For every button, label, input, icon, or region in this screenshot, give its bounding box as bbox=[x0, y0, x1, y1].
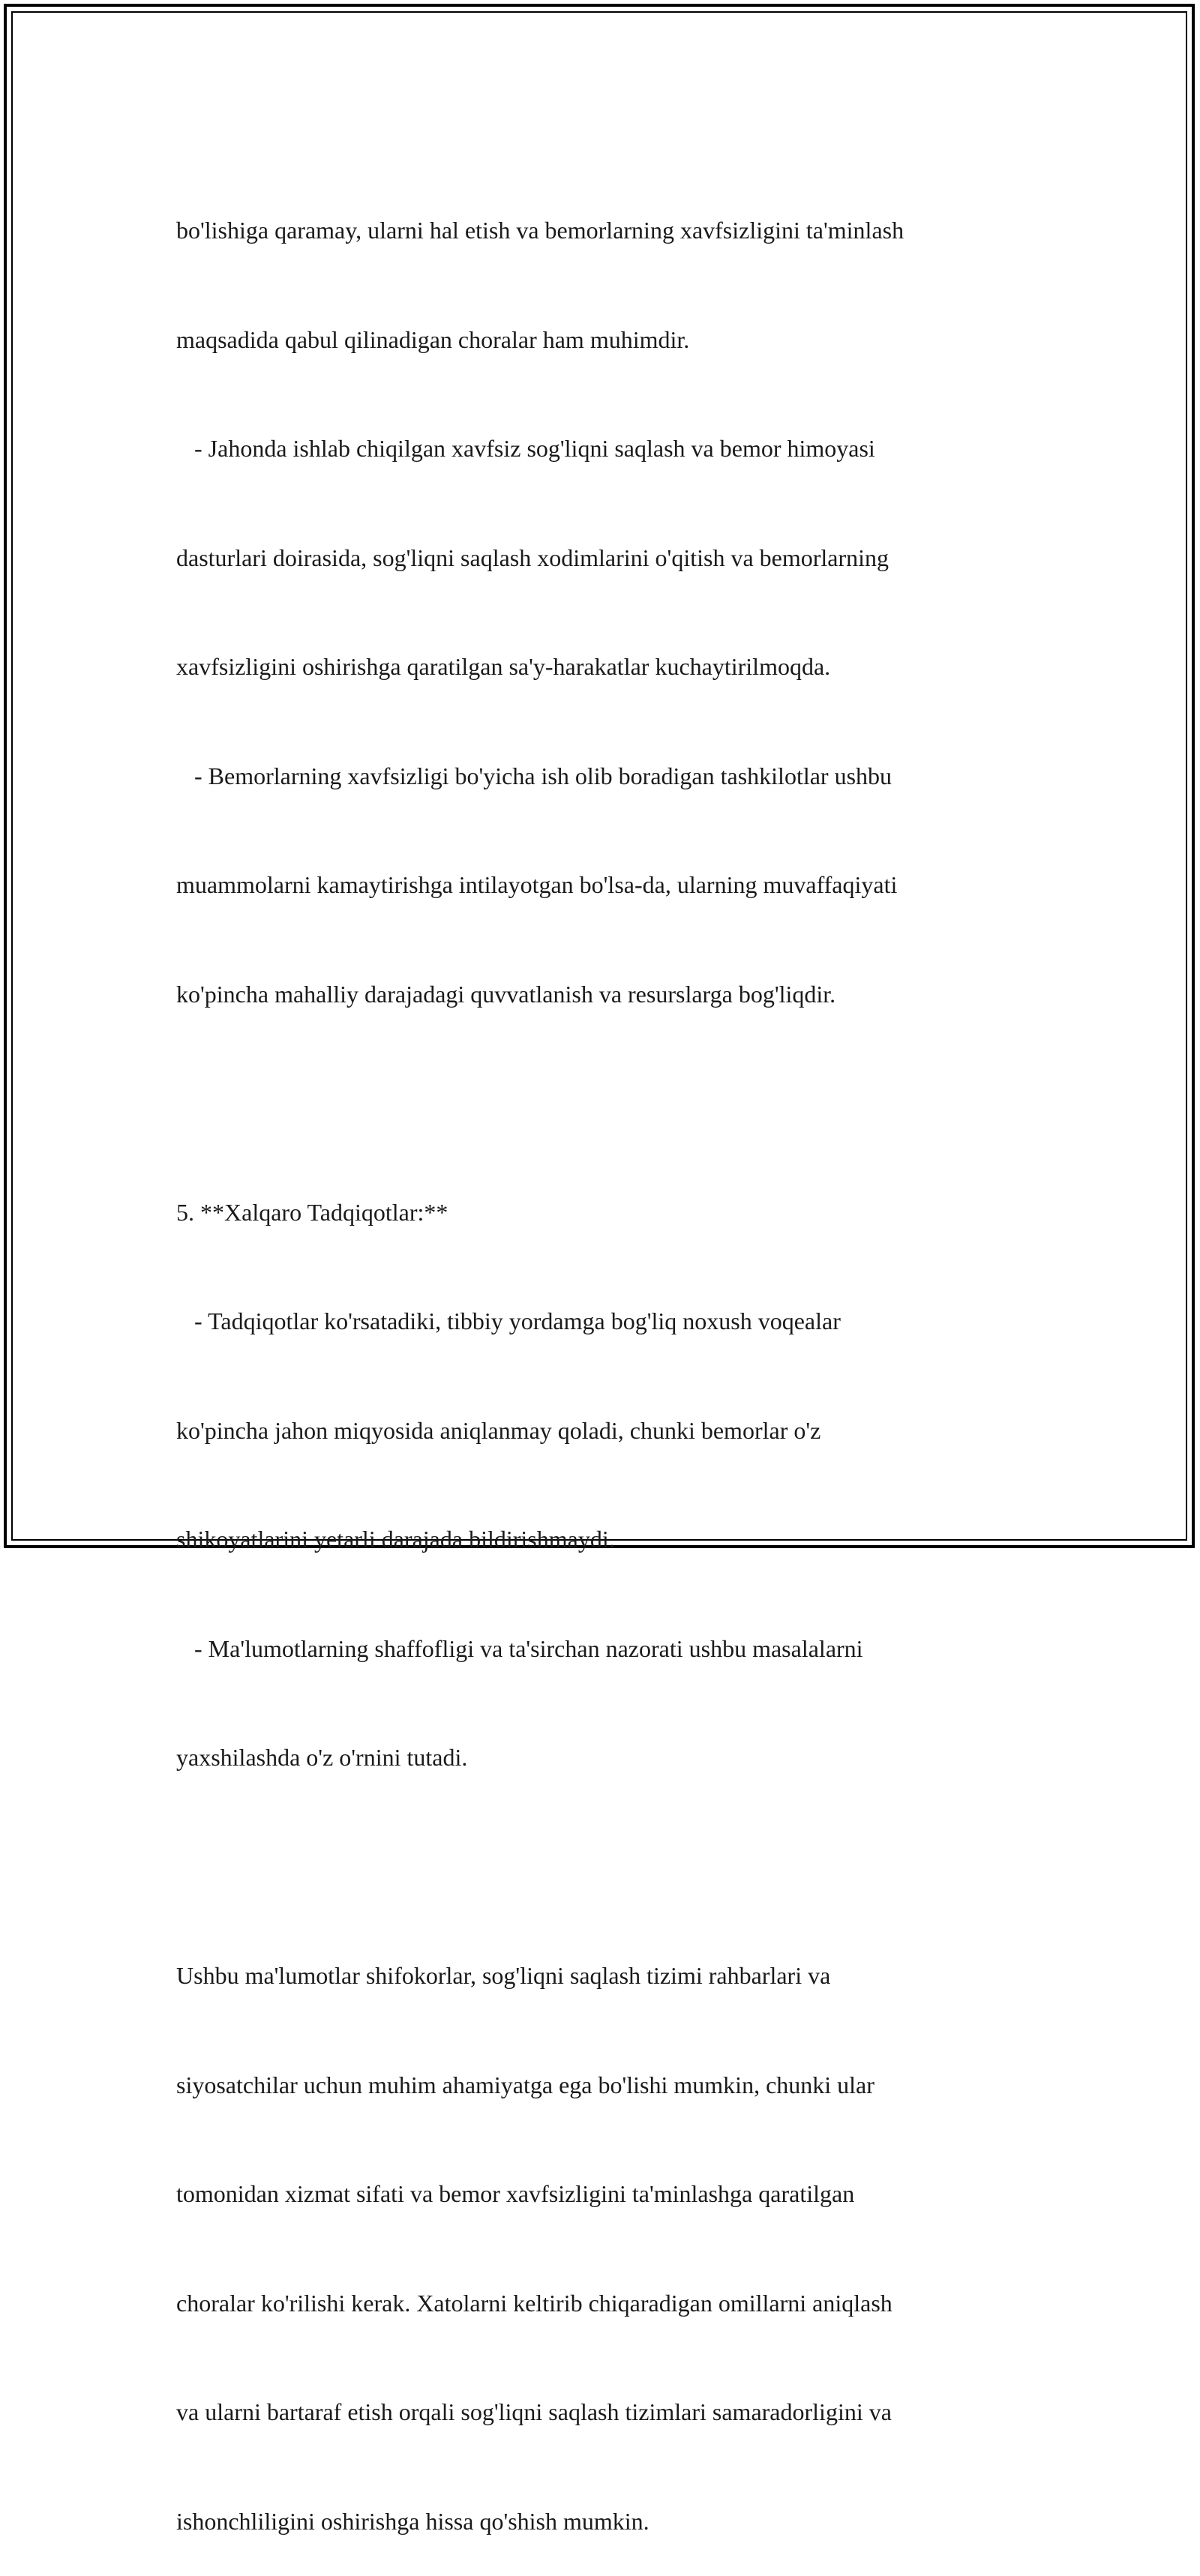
text-line: yaxshilashda o'z o'rnini tutadi. bbox=[176, 1744, 468, 1771]
text-line: tomonidan xizmat sifati va bemor xavfsizligini ta'minlashga qaratilgan bbox=[176, 2180, 855, 2207]
text-line: ishonchliligini oshirishga hissa qo'shish mumkin. bbox=[176, 2507, 650, 2535]
text-line: va ularni bartaraf etish orqali sog'liqni saqlash tizimlari samaradorligini va bbox=[176, 2398, 892, 2425]
text-line: - Tadqiqotlar ko'rsatadiki, tibbiy yordamga bog'liq noxush voqealar bbox=[176, 1307, 841, 1334]
text-line: dasturlari doirasida, sog'liqni saqlash xodimlarini o'qitish va bemorlarning bbox=[176, 544, 890, 571]
section-heading: 5. **Xalqaro Tadqiqotlar:** bbox=[176, 1198, 448, 1226]
text-line: - Bemorlarning xavfsizligi bo'yicha ish olib boradigan tashkilotlar ushbu bbox=[176, 762, 892, 789]
text-line: muammolarni kamaytirishga intilayotgan bo'lsa-da, ularning muvaffaqiyati bbox=[176, 871, 898, 898]
text-line: ko'pincha mahalliy darajadagi quvvatlanish va resurslarga bog'liqdir. bbox=[176, 980, 836, 1008]
document-body bbox=[176, 139, 1039, 2576]
text-line: - Ma'lumotlarning shaffofligi va ta'sirchan nazorati ushbu masalalarni bbox=[176, 1634, 863, 1662]
text-line: - Jahonda ishlab chiqilgan xavfsiz sog'liqni saqlash va bemor himoyasi bbox=[176, 435, 875, 462]
blank-line bbox=[176, 1849, 1039, 1886]
text-line: choralar ko'rilishi kerak. Xatolarni keltirib chiqaradigan omillarni aniqlash bbox=[176, 2289, 892, 2317]
blank-line bbox=[176, 1085, 1039, 1122]
text-line: xavfsizligini oshirishga qaratilgan sa'y-harakatlar kuchaytirilmoqda. bbox=[176, 653, 831, 680]
text-line: shikoyatlarini yetarli darajada bildirishmaydi. bbox=[176, 1526, 615, 1553]
text-line: bo'lishiga qaramay, ularni hal etish va bemorlarning xavfsizligini ta'minlash bbox=[176, 217, 904, 244]
text-line: siyosatchilar uchun muhim ahamiyatga ega bo'lishi mumkin, chunki ular bbox=[176, 2071, 874, 2098]
text-line: ko'pincha jahon miqyosida aniqlanmay qoladi, chunki bemorlar o'z bbox=[176, 1416, 821, 1444]
text-line: Ushbu ma'lumotlar shifokorlar, sog'liqni saqlash tizimi rahbarlari va bbox=[176, 1962, 831, 1989]
text-line: maqsadida qabul qilinadigan choralar ham muhimdir. bbox=[176, 325, 690, 353]
